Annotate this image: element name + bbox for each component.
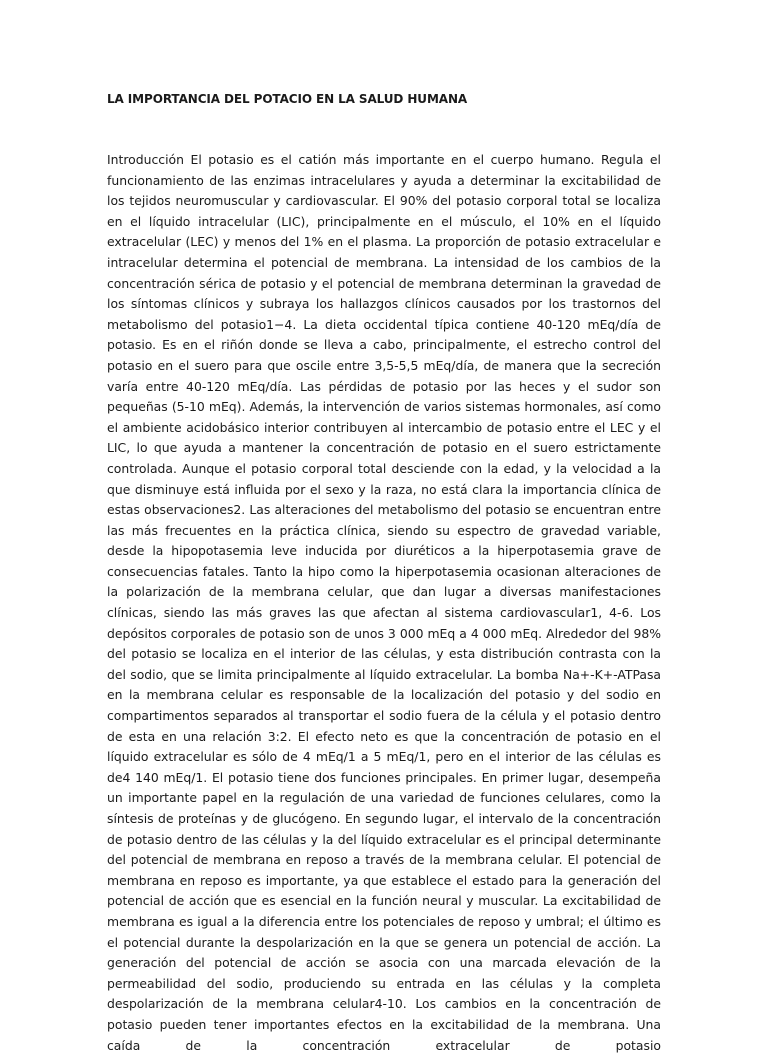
document-title: LA IMPORTANCIA DEL POTACIO EN LA SALUD HUMANA [107,92,468,106]
body-paragraph: Introducción El potasio es el catión más importante en el cuerpo humano. Regula el funcionamiento de las enzimas intracelulares y ayuda a determinar la excitabilidad de los tejidos neuromuscular y cardiovascular. El 90% del potasio corporal total se localiza en el líquido intracelular (LIC), principalmente en el músculo, el 10% en el líquido extracelular (LEC) y menos del 1% en el plasma. La proporción de potasio extracelular e intracelular determina el potencial de membrana. La intensidad de los cambios de la concentración sérica de potasio y el potencial de membrana determinan la gravedad de los síntomas clínicos y subraya los hallazgos clínicos causados por los trastornos del metabolismo del potasio1−4. La dieta occidental típica contiene 40-120 mEq/día de potasio. Es en el riñón donde se lleva a cabo, principalmente, el estrecho control del potasio en el suero para que oscile entre 3,5-5,5 mEq/día, de manera que la secreción varía entre 40-120 mEq/día. Las pérdidas de potasio por las heces y el sudor son pequeñas (5-10 mEq). Además, la intervención de varios sistemas hormonales, así como el ambiente acidobásico interior contribuyen al intercambio de potasio entre el LEC y el LIC, lo que ayuda a mantener la concentración de potasio en el suero estrictamente controlada. Aunque el potasio corporal total desciende con la edad, y la velocidad a la que disminuye está influida por el sexo y la raza, no está clara la importancia clínica de estas observaciones2. Las alteraciones del metabolismo del potasio se encuentran entre las más frecuentes en la práctica clínica, siendo su espectro de gravedad variable, desde la hipopotasemia leve inducida por diuréticos a la hiperpotasemia grave de consecuencias fatales. Tanto la hipo como la hiperpotasemia ocasionan alteraciones de la polarización de la membrana celular, que dan lugar a diversas manifestaciones clínicas, siendo las más graves las que afectan al sistema cardiovascular1, 4-6. Los depósitos corporales de potasio son de unos 3 000 mEq a 4 000 mEq. Alrededor del 98% del potasio se localiza en el interior de las células, y esta distribución contrasta con la del sodio, que se limita principalmente al líquido extracelular. La bomba Na+-K+-ATPasa en la membrana celular es responsable de la localización del potasio y del sodio en compartimentos separados al transportar el sodio fuera de la célula y el potasio dentro de esta en una relación 3:2. El efecto neto es que la concentración de potasio en el líquido extracelular es sólo de 4 mEq/1 a 5 mEq/1, pero en el interior de las células es de4 140 mEq/1. El potasio tiene dos funciones principales. En primer lugar, desempeña un importante papel en la regulación de una variedad de funciones celulares, como la síntesis de proteínas y de glucógeno. En segundo lugar, el intervalo de la concentración de potasio dentro de las células y la del líquido extracelular es el principal determinante del potencial de membrana en reposo a través de la membrana celular. El potencial de membrana en reposo es importante, ya que establece el estado para la generación del potencial de acción que es esencial en la función neural y muscular. La excitabilidad de membrana es igual a la diferencia entre los potenciales de reposo y umbral; el último es el potencial durante la despolarización en la que se genera un potencial de acción. La generación del potencial de acción se asocia con una marcada elevación de la permeabilidad del sodio, produciendo su entrada en las células y la completa despolarización de la membrana celular4-10. Los cambios en la concentración de potasio pueden tener importantes efectos en la excitabilidad de la membrana. Una caída de la concentración extracelular de potasio [107,152,661,1053]
